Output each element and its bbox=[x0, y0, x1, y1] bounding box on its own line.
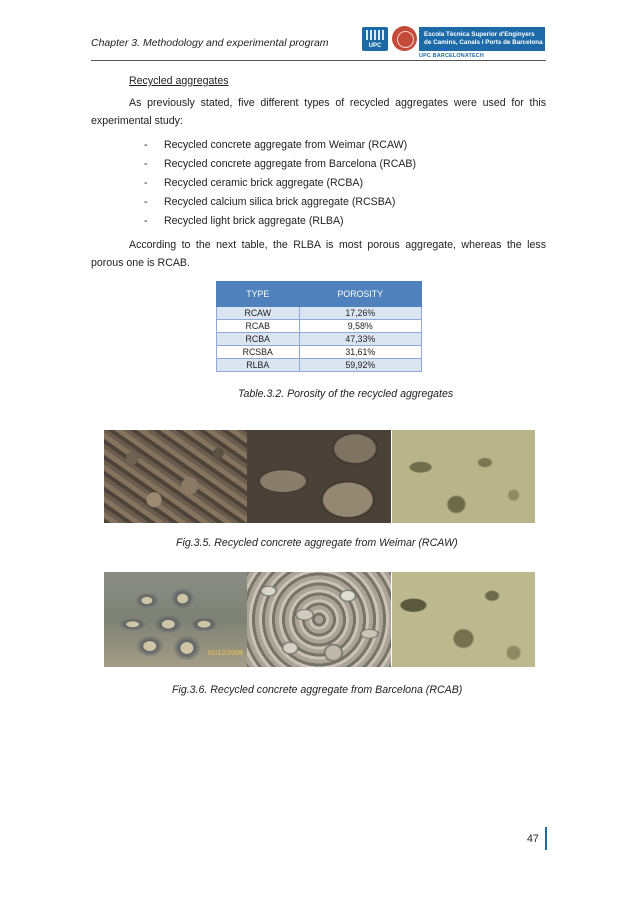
comparison-paragraph: According to the next table, the RLBA is most porous aggregate, whereas the less porous one is RCAB. bbox=[91, 239, 546, 269]
porosity-table bbox=[216, 281, 422, 372]
table-row bbox=[217, 346, 422, 359]
rcab-cores-photo bbox=[104, 572, 247, 667]
rcab-microscope-photo bbox=[392, 572, 535, 667]
rcaw-microscope-photo bbox=[392, 430, 535, 523]
cell-type: RCAB bbox=[217, 320, 300, 333]
school-name-line2: de Camins, Canals i Ports de Barcelona bbox=[424, 39, 543, 46]
intro-paragraph: As previously stated, five different types of recycled aggregates were used for this experimental study: bbox=[91, 97, 546, 127]
header-divider bbox=[91, 60, 546, 61]
rcab-gravel-photo bbox=[247, 572, 391, 667]
school-seal-logo bbox=[392, 26, 417, 51]
cell-porosity: 31,61% bbox=[299, 346, 421, 359]
table-row bbox=[217, 333, 422, 346]
figure-caption: Fig.3.5. Recycled concrete aggregate from Weimar (RCAW) bbox=[176, 537, 458, 549]
cell-porosity: 17,26% bbox=[299, 307, 421, 320]
school-name-logo bbox=[419, 27, 545, 51]
upc-logo: UPC bbox=[362, 27, 388, 51]
page-number: 47 bbox=[527, 833, 539, 845]
table-row bbox=[217, 359, 422, 372]
column-header-porosity: POROSITY bbox=[299, 282, 421, 307]
school-tagline: UPC BARCELONATECH bbox=[419, 53, 484, 59]
cell-type: RCAW bbox=[217, 307, 300, 320]
chapter-title: Chapter 3. Methodology and experimental program bbox=[91, 37, 329, 49]
page-number-bar bbox=[545, 827, 547, 850]
cell-type: RCBA bbox=[217, 333, 300, 346]
column-header-type: TYPE bbox=[217, 282, 300, 307]
cell-porosity: 47,33% bbox=[299, 333, 421, 346]
school-name-line1: Escola Tècnica Superior d'Enginyers bbox=[424, 31, 535, 38]
cell-type: RCSBA bbox=[217, 346, 300, 359]
rcaw-closeup-photo bbox=[247, 430, 391, 523]
figure-caption: Fig.3.6. Recycled concrete aggregate from Barcelona (RCAB) bbox=[172, 684, 463, 696]
cell-porosity: 59,92% bbox=[299, 359, 421, 372]
table-row bbox=[217, 320, 422, 333]
section-heading: Recycled aggregates bbox=[129, 75, 229, 87]
cell-porosity: 9,58% bbox=[299, 320, 421, 333]
table-caption: Table.3.2. Porosity of the recycled aggregates bbox=[238, 388, 454, 400]
cell-type: RLBA bbox=[217, 359, 300, 372]
table-header-row bbox=[217, 282, 422, 307]
table-row bbox=[217, 307, 422, 320]
rcaw-pile-photo bbox=[104, 430, 247, 523]
photo-date-stamp: 02/12/2008 bbox=[207, 650, 243, 657]
